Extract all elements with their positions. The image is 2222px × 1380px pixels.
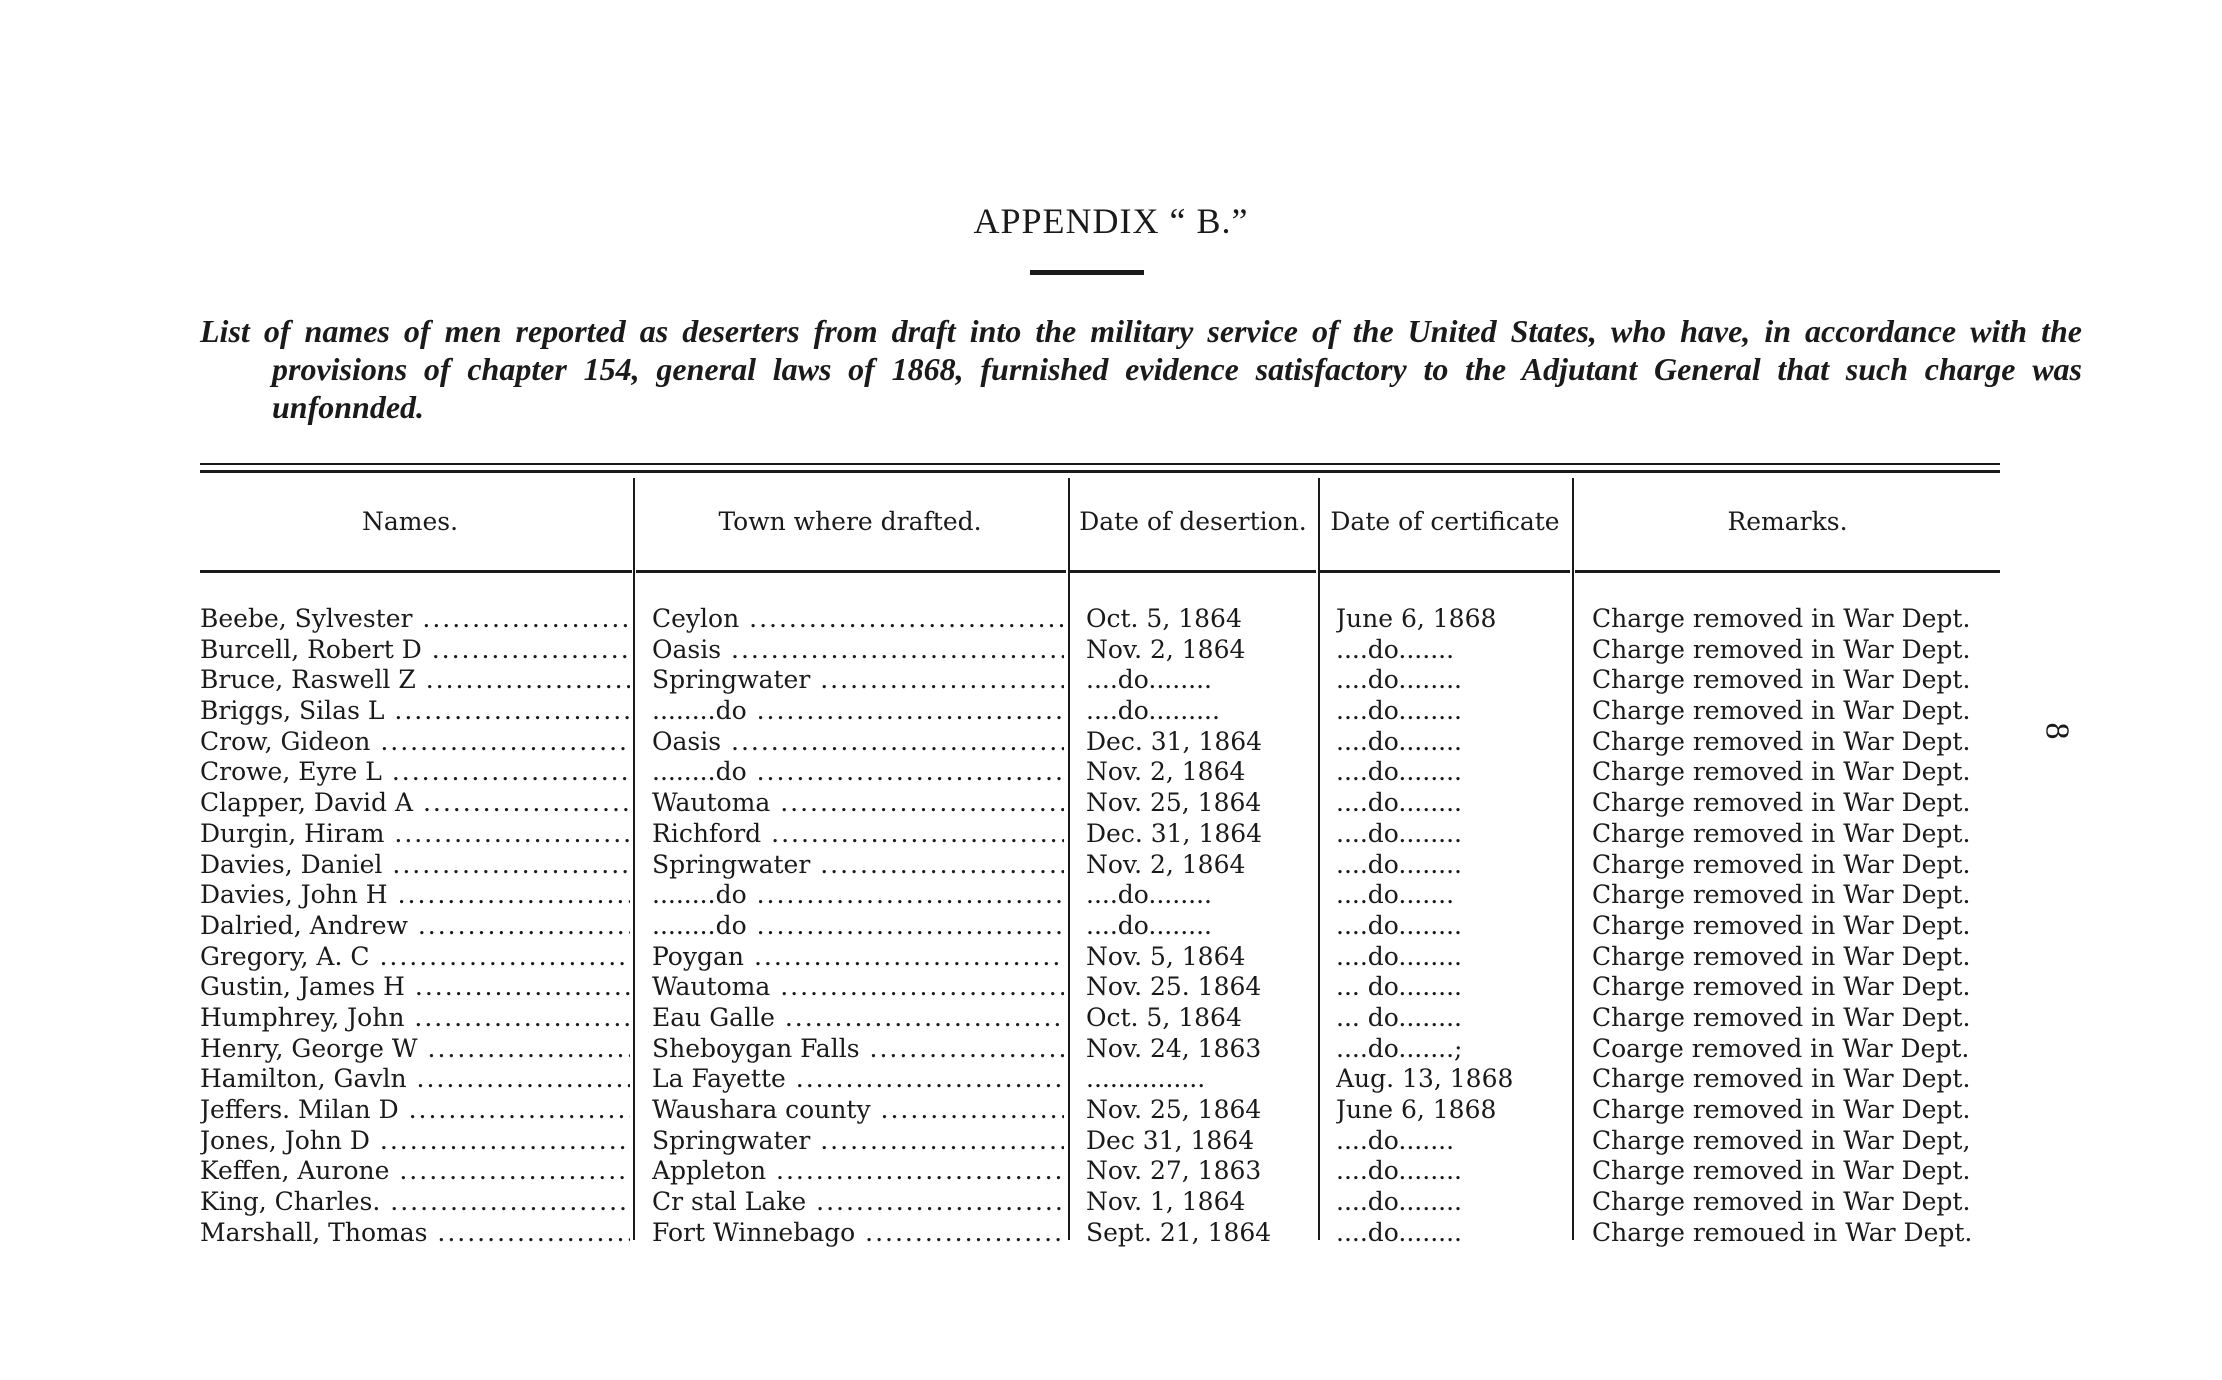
desertion-cell: ............... bbox=[1086, 1064, 1206, 1094]
desertion-cell: Nov. 5, 1864 bbox=[1086, 941, 1246, 971]
certificate-cell: ....do........ bbox=[1336, 696, 1462, 726]
table-row bbox=[0, 665, 2222, 696]
table-row bbox=[0, 696, 2222, 727]
town-cell: ........do ..... bbox=[652, 880, 1064, 911]
table-row bbox=[0, 1187, 2222, 1218]
name-cell: Briggs, Silas L ..... bbox=[200, 696, 630, 727]
table-row bbox=[0, 1034, 2222, 1065]
name-cell: Durgin, Hiram ..... bbox=[200, 819, 630, 850]
header-underline bbox=[1575, 570, 2000, 573]
header-names: Names. bbox=[361, 507, 459, 536]
table-row bbox=[0, 1003, 2222, 1034]
desertion-cell: Oct. 5, 1864 bbox=[1086, 604, 1242, 633]
remarks-cell: Charge remoued in War Dept. bbox=[1592, 1217, 1973, 1247]
name-cell: Hamilton, Gavln ..... bbox=[200, 1064, 630, 1095]
header-certificate: Date of certificate bbox=[1330, 507, 1560, 536]
table-top-rule-thick bbox=[200, 470, 2000, 473]
name-cell: Burcell, Robert D ..... bbox=[200, 635, 630, 666]
table-row bbox=[0, 972, 2222, 1003]
remarks-cell: Charge removed in War Dept. bbox=[1592, 880, 1971, 910]
desertion-cell: Sept. 21, 1864 bbox=[1086, 1217, 1272, 1247]
desertion-cell: Nov. 2, 1864 bbox=[1086, 634, 1246, 664]
desertion-cell: ....do........ bbox=[1086, 665, 1212, 695]
desertion-cell: Dec. 31, 1864 bbox=[1086, 726, 1263, 756]
remarks-cell: Charge removed in War Dept. bbox=[1592, 941, 1971, 971]
remarks-cell: Charge removed in War Dept. bbox=[1592, 1187, 1971, 1217]
header-underline bbox=[200, 570, 632, 573]
page-number: 8 bbox=[2038, 722, 2076, 740]
table-row bbox=[0, 850, 2222, 881]
table-row bbox=[0, 1156, 2222, 1187]
table-top-rule-thin bbox=[200, 463, 2000, 465]
name-cell: Henry, George W ..... bbox=[200, 1034, 630, 1065]
remarks-cell: Charge removed in War Dept. bbox=[1592, 757, 1971, 787]
remarks-cell: Charge removed in War Dept. bbox=[1592, 788, 1971, 818]
remarks-cell: Charge removed in War Dept. bbox=[1592, 1002, 1971, 1032]
name-cell: Dalried, Andrew ..... bbox=[200, 911, 630, 942]
remarks-cell: Coarge removed in War Dept. bbox=[1592, 1033, 1970, 1063]
name-cell: Keffen, Aurone ..... bbox=[200, 1156, 630, 1187]
desertion-cell: Dec. 31, 1864 bbox=[1086, 818, 1263, 848]
desertion-cell: ....do......... bbox=[1086, 696, 1220, 726]
remarks-cell: Charge removed in War Dept. bbox=[1592, 818, 1971, 848]
certificate-cell: Aug. 13, 1868 bbox=[1336, 1064, 1514, 1094]
town-cell: Ceylon ..... bbox=[652, 604, 1064, 635]
certificate-cell: ....do........ bbox=[1336, 1156, 1462, 1186]
town-cell: Sheboygan Falls ..... bbox=[652, 1034, 1064, 1065]
header-underline bbox=[636, 570, 1066, 573]
town-cell: ........do ..... bbox=[652, 696, 1064, 727]
table-body bbox=[0, 604, 2222, 1248]
certificate-cell: ... do........ bbox=[1336, 972, 1462, 1002]
remarks-cell: Charge removed in War Dept. bbox=[1592, 1064, 1971, 1094]
name-cell: Humphrey, John ..... bbox=[200, 1003, 630, 1034]
header-town: Town where drafted. bbox=[718, 507, 982, 536]
desertion-cell: Nov. 2, 1864 bbox=[1086, 849, 1246, 879]
certificate-cell: ....do........ bbox=[1336, 1187, 1462, 1217]
town-cell: ........do ..... bbox=[652, 911, 1064, 942]
remarks-cell: Charge removed in War Dept. bbox=[1592, 849, 1971, 879]
certificate-cell: ... do........ bbox=[1336, 1002, 1462, 1032]
table-row bbox=[0, 635, 2222, 666]
desertion-cell: ....do........ bbox=[1086, 910, 1212, 940]
remarks-cell: Charge removed in War Dept. bbox=[1592, 604, 1971, 633]
town-cell: Wautoma ..... bbox=[652, 788, 1064, 819]
table-row bbox=[0, 604, 2222, 635]
town-cell: Fort Winnebago ..... bbox=[652, 1218, 1064, 1249]
town-cell: Wautoma ..... bbox=[652, 972, 1064, 1003]
desertion-cell: Dec 31, 1864 bbox=[1086, 1125, 1255, 1155]
remarks-cell: Charge removed in War Dept. bbox=[1592, 665, 1971, 695]
certificate-cell: ....do........ bbox=[1336, 788, 1462, 818]
header-underline bbox=[1320, 570, 1570, 573]
desertion-cell: Nov. 27, 1863 bbox=[1086, 1156, 1262, 1186]
table-row bbox=[0, 1218, 2222, 1249]
name-cell: Crow, Gideon ..... bbox=[200, 727, 630, 758]
name-cell: Crowe, Eyre L ..... bbox=[200, 757, 630, 788]
town-cell: Appleton ..... bbox=[652, 1156, 1064, 1187]
desertion-cell: Nov. 25, 1864 bbox=[1086, 1095, 1262, 1124]
name-cell: Marshall, Thomas ..... bbox=[200, 1218, 630, 1249]
name-cell: Gustin, James H ..... bbox=[200, 972, 630, 1003]
name-cell: Beebe, Sylvester ..... bbox=[200, 604, 630, 635]
certificate-cell: June 6, 1868 bbox=[1336, 604, 1497, 633]
table-row bbox=[0, 727, 2222, 758]
remarks-cell: Charge removed in War Dept, bbox=[1592, 1125, 1971, 1155]
name-cell: King, Charles. ..... bbox=[200, 1187, 630, 1218]
certificate-cell: ....do........ bbox=[1336, 849, 1462, 879]
certificate-cell: ....do....... bbox=[1336, 1125, 1455, 1155]
desertion-cell: Nov. 2, 1864 bbox=[1086, 757, 1246, 787]
name-cell: Jeffers. Milan D ..... bbox=[200, 1095, 630, 1126]
name-cell: Bruce, Raswell Z ..... bbox=[200, 665, 630, 696]
remarks-cell: Charge removed in War Dept. bbox=[1592, 972, 1971, 1002]
table-row bbox=[0, 757, 2222, 788]
remarks-cell: Charge removed in War Dept. bbox=[1592, 634, 1971, 664]
name-cell: Jones, John D ..... bbox=[200, 1126, 630, 1157]
table-row bbox=[0, 1126, 2222, 1157]
table-row bbox=[0, 1095, 2222, 1126]
table-row bbox=[0, 1064, 2222, 1095]
certificate-cell: ....do........ bbox=[1336, 665, 1462, 695]
town-cell: Springwater ..... bbox=[652, 850, 1064, 881]
remarks-cell: Charge removed in War Dept. bbox=[1592, 910, 1971, 940]
desertion-cell: Nov. 25, 1864 bbox=[1086, 788, 1262, 818]
certificate-cell: ....do........ bbox=[1336, 757, 1462, 787]
town-cell: Oasis ..... bbox=[652, 635, 1064, 666]
name-cell: Davies, Daniel ..... bbox=[200, 850, 630, 881]
table-row bbox=[0, 788, 2222, 819]
desertion-cell: Nov. 1, 1864 bbox=[1086, 1187, 1246, 1217]
name-cell: Davies, John H ..... bbox=[200, 880, 630, 911]
town-cell: La Fayette ..... bbox=[652, 1064, 1064, 1095]
name-cell: Clapper, David A ..... bbox=[200, 788, 630, 819]
remarks-cell: Charge removed in War Dept. bbox=[1592, 1156, 1971, 1186]
town-cell: Cr stal Lake ..... bbox=[652, 1187, 1064, 1218]
table-row bbox=[0, 942, 2222, 973]
remarks-cell: Charge removed in War Dept. bbox=[1592, 726, 1971, 756]
table-caption: List of names of men reported as deserters from draft into the military service of the United States, who have, in accordance with the provisions of chapter 154, general laws of 1868, furnished evidence satisfactory to the Adjutant General that such charge was unfonnded. bbox=[200, 313, 2082, 425]
certificate-cell: ....do........ bbox=[1336, 1217, 1462, 1247]
certificate-cell: June 6, 1868 bbox=[1336, 1095, 1497, 1124]
certificate-cell: ....do....... bbox=[1336, 634, 1455, 664]
desertion-cell: Nov. 25. 1864 bbox=[1086, 972, 1262, 1002]
certificate-cell: ....do........ bbox=[1336, 818, 1462, 848]
desertion-cell: Nov. 24, 1863 bbox=[1086, 1033, 1262, 1063]
town-cell: Springwater ..... bbox=[652, 665, 1064, 696]
remarks-cell: Charge removed in War Dept. bbox=[1592, 696, 1971, 726]
certificate-cell: ....do.......; bbox=[1336, 1033, 1463, 1063]
town-cell: Poygan ..... bbox=[652, 942, 1064, 973]
certificate-cell: ....do........ bbox=[1336, 910, 1462, 940]
table-row bbox=[0, 911, 2222, 942]
page-title: APPENDIX “ B.” bbox=[973, 201, 1249, 241]
town-cell: Eau Galle ..... bbox=[652, 1003, 1064, 1034]
town-cell: Springwater ..... bbox=[652, 1126, 1064, 1157]
town-cell: Waushara county ..... bbox=[652, 1095, 1064, 1126]
certificate-cell: ....do........ bbox=[1336, 941, 1462, 971]
remarks-cell: Charge removed in War Dept. bbox=[1592, 1095, 1971, 1124]
header-underline bbox=[1070, 570, 1316, 573]
header-remarks: Remarks. bbox=[1727, 507, 1848, 536]
town-cell: Richford ..... bbox=[652, 819, 1064, 850]
certificate-cell: ....do........ bbox=[1336, 726, 1462, 756]
header-desertion: Date of desertion. bbox=[1079, 507, 1307, 536]
title-underline bbox=[1030, 270, 1144, 275]
name-cell: Gregory, A. C ..... bbox=[200, 942, 630, 973]
desertion-cell: ....do........ bbox=[1086, 880, 1212, 910]
table-row bbox=[0, 880, 2222, 911]
table-row bbox=[0, 819, 2222, 850]
town-cell: Oasis ..... bbox=[652, 727, 1064, 758]
desertion-cell: Oct. 5, 1864 bbox=[1086, 1002, 1242, 1032]
certificate-cell: ....do....... bbox=[1336, 880, 1455, 910]
town-cell: ........do ..... bbox=[652, 757, 1064, 788]
